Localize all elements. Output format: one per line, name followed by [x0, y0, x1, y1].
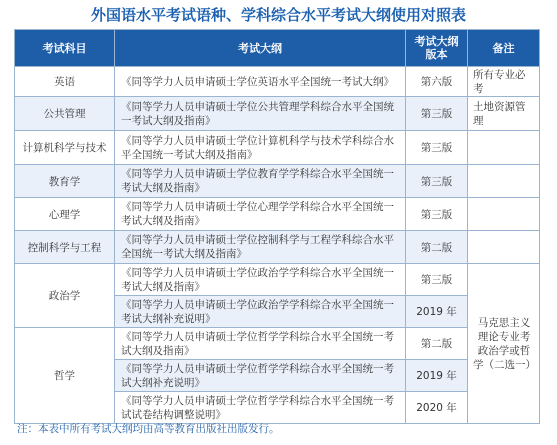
subject-cell: 英语 — [15, 67, 115, 97]
subject-cell: 政治学 — [15, 264, 115, 328]
remark-cell — [468, 131, 540, 165]
header-version: 考试大纲版本 — [406, 30, 468, 67]
remark-cell — [468, 198, 540, 231]
table-row — [15, 231, 540, 264]
remark-cell — [468, 165, 540, 198]
outline-cell: 《同等学力人员申请硕士学位控制科学与工程学科综合水平全国统一考试大纲及指南》 — [115, 231, 406, 264]
version-cell: 第六版 — [406, 67, 468, 97]
outline-cell: 《同等学力人员申请硕士学位教育学学科综合水平全国统一考试大纲及指南》 — [115, 165, 406, 198]
subject-cell: 计算机科学与技术 — [15, 131, 115, 165]
page-title: 外国语水平考试语种、学科综合水平考试大纲使用对照表 — [90, 6, 466, 24]
subject-cell: 教育学 — [15, 165, 115, 198]
table-row — [15, 198, 540, 231]
outline-cell: 《同等学力人员申请硕士学位哲学学科综合水平全国统一考试试卷结构调整说明》 — [115, 392, 406, 424]
subject-cell: 哲学 — [15, 328, 115, 424]
version-cell: 第二版 — [406, 231, 468, 264]
remark-cell: 所有专业必考 — [468, 67, 540, 97]
version-cell: 第二版 — [406, 328, 468, 360]
outline-cell: 《同等学力人员申请硕士学位心理学学科综合水平全国统一考试大纲及指南》 — [115, 198, 406, 231]
table-row — [15, 264, 540, 296]
version-cell: 2019 年 — [406, 296, 468, 328]
table-row — [15, 328, 540, 360]
exam-outline-table — [14, 29, 540, 424]
table-header-row — [15, 30, 540, 67]
table-row — [15, 67, 540, 97]
version-cell: 第三版 — [406, 97, 468, 131]
version-cell: 第三版 — [406, 165, 468, 198]
subject-cell: 心理学 — [15, 198, 115, 231]
table-row — [15, 165, 540, 198]
version-cell: 2020 年 — [406, 392, 468, 424]
remark-cell — [468, 231, 540, 264]
outline-cell: 《同等学力人员申请硕士学位计算机科学与技术学科综合水平全国统一考试大纲及指南》 — [115, 131, 406, 165]
subject-cell: 公共管理 — [15, 97, 115, 131]
version-cell: 第三版 — [406, 264, 468, 296]
version-cell: 第三版 — [406, 131, 468, 165]
version-cell: 第三版 — [406, 198, 468, 231]
version-cell: 2019 年 — [406, 360, 468, 392]
remark-cell: 土地资源管理 — [468, 97, 540, 131]
shared-remark-cell: 马克思主义理论专业考政治学或哲学（二选一） — [468, 264, 540, 424]
outline-cell: 《同等学力人员申请硕士学位英语水平全国统一考试大纲》 — [115, 67, 406, 97]
outline-cell: 《同等学力人员申请硕士学位哲学学科综合水平全国统一考试大纲及指南》 — [115, 328, 406, 360]
outline-cell: 《同等学力人员申请硕士学位政治学学科综合水平全国统一考试大纲补充说明》 — [115, 296, 406, 328]
subject-cell: 控制科学与工程 — [15, 231, 115, 264]
footnote: 注：本表中所有考试大纲均由高等教育出版社出版发行。 — [17, 423, 280, 435]
header-remark: 备注 — [468, 30, 540, 67]
outline-cell: 《同等学力人员申请硕士学位哲学学科综合水平全国统一考试大纲补充说明》 — [115, 360, 406, 392]
table-row — [15, 131, 540, 165]
outline-cell: 《同等学力人员申请硕士学位政治学学科综合水平全国统一考试大纲及指南》 — [115, 264, 406, 296]
header-subject: 考试科目 — [15, 30, 115, 67]
outline-cell: 《同等学力人员申请硕士学位公共管理学科综合水平全国统一考试大纲及指南》 — [115, 97, 406, 131]
header-outline: 考试大纲 — [115, 30, 406, 67]
table-row — [15, 97, 540, 131]
